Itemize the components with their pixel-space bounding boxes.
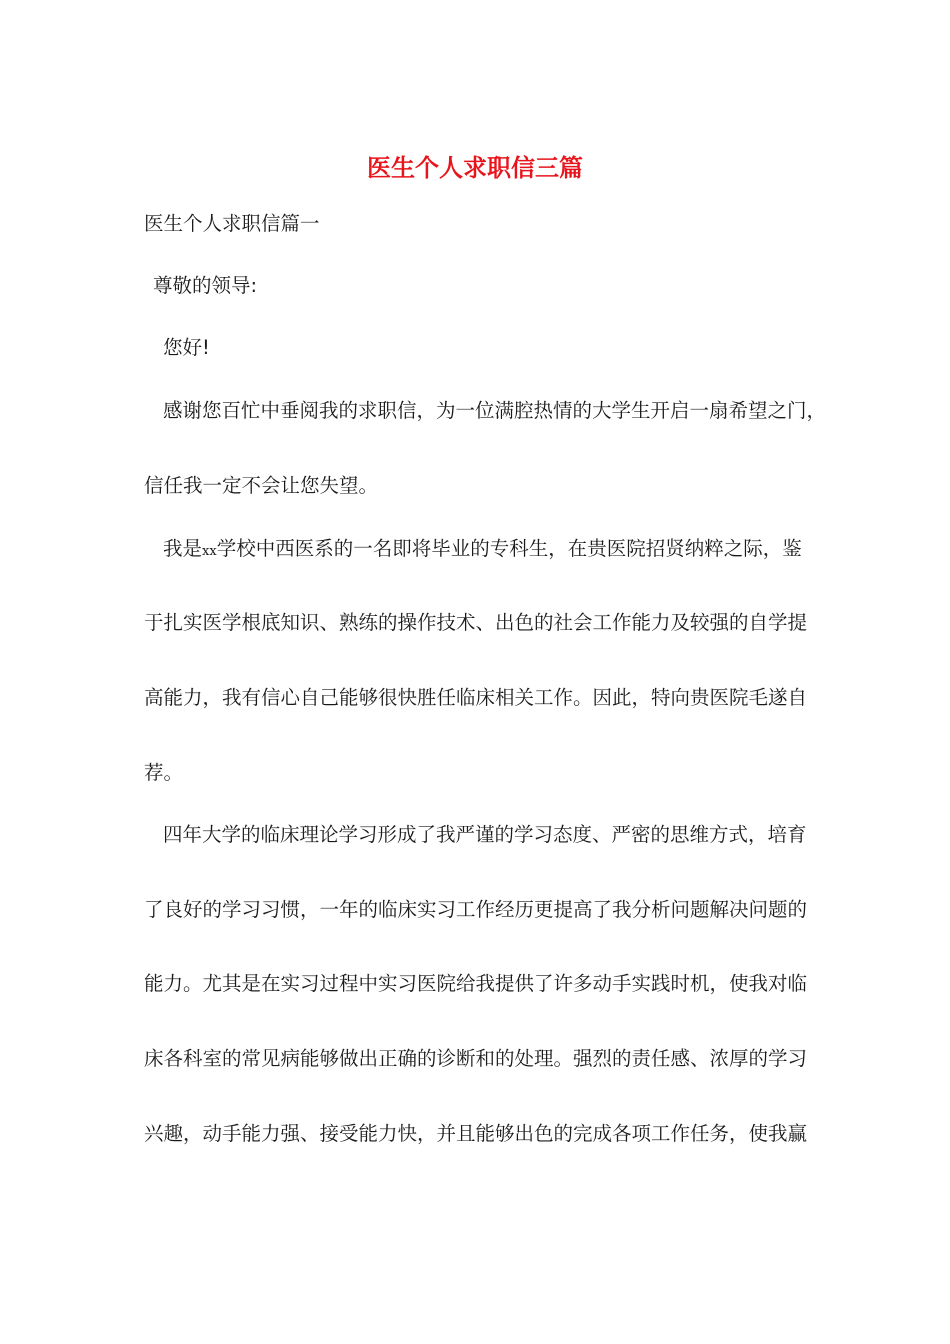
placeholder-xx: xx (202, 544, 217, 559)
document-title: 医生个人求职信三篇 (367, 153, 583, 182)
paragraph-1-line-2: 信任我一定不会让您失望。 (144, 474, 379, 497)
paragraph-2-text: 我是 (163, 537, 203, 560)
paragraph-3-line-2: 了良好的学习习惯，一年的临床实习工作经历更提高了我分析问题解决问题的 (144, 898, 808, 921)
paragraph-3-line-3: 能力。尤其是在实习过程中实习医院给我提供了许多动手实践时机，使我对临 (144, 972, 808, 995)
paragraph-2-line-1 (163, 535, 802, 566)
paragraph-2-line-3: 高能力，我有信心自己能够很快胜任临床相关工作。因此，特向贵医院毛遂自 (144, 686, 808, 709)
paragraph-2-line-4: 荐。 (144, 761, 184, 784)
salutation: 尊敬的领导: (153, 274, 258, 297)
paragraph-3-line-1: 四年大学的临床理论学习形成了我严谨的学习态度、严密的思维方式，培育 (163, 823, 807, 846)
paragraph-2-text: 学校中西医系的一名即将毕业的专科生，在贵医院招贤纳粹之际，鉴 (216, 537, 802, 560)
paragraph-3-line-5: 兴趣，动手能力强、接受能力快，并且能够出色的完成各项工作任务，使我赢 (144, 1122, 808, 1145)
paragraph-2-line-2: 于扎实医学根底知识、熟练的操作技术、出色的社会工作能力及较强的自学提 (144, 611, 808, 634)
paragraph-3-line-4: 床各科室的常见病能够做出正确的诊断和的处理。强烈的责任感、浓厚的学习 (144, 1047, 808, 1070)
section-heading: 医生个人求职信篇一 (144, 212, 320, 235)
paragraph-1-line-1: 感谢您百忙中垂阅我的求职信，为一位满腔热情的大学生开启一扇希望之门， (163, 399, 827, 422)
greeting: 您好! (163, 336, 210, 359)
